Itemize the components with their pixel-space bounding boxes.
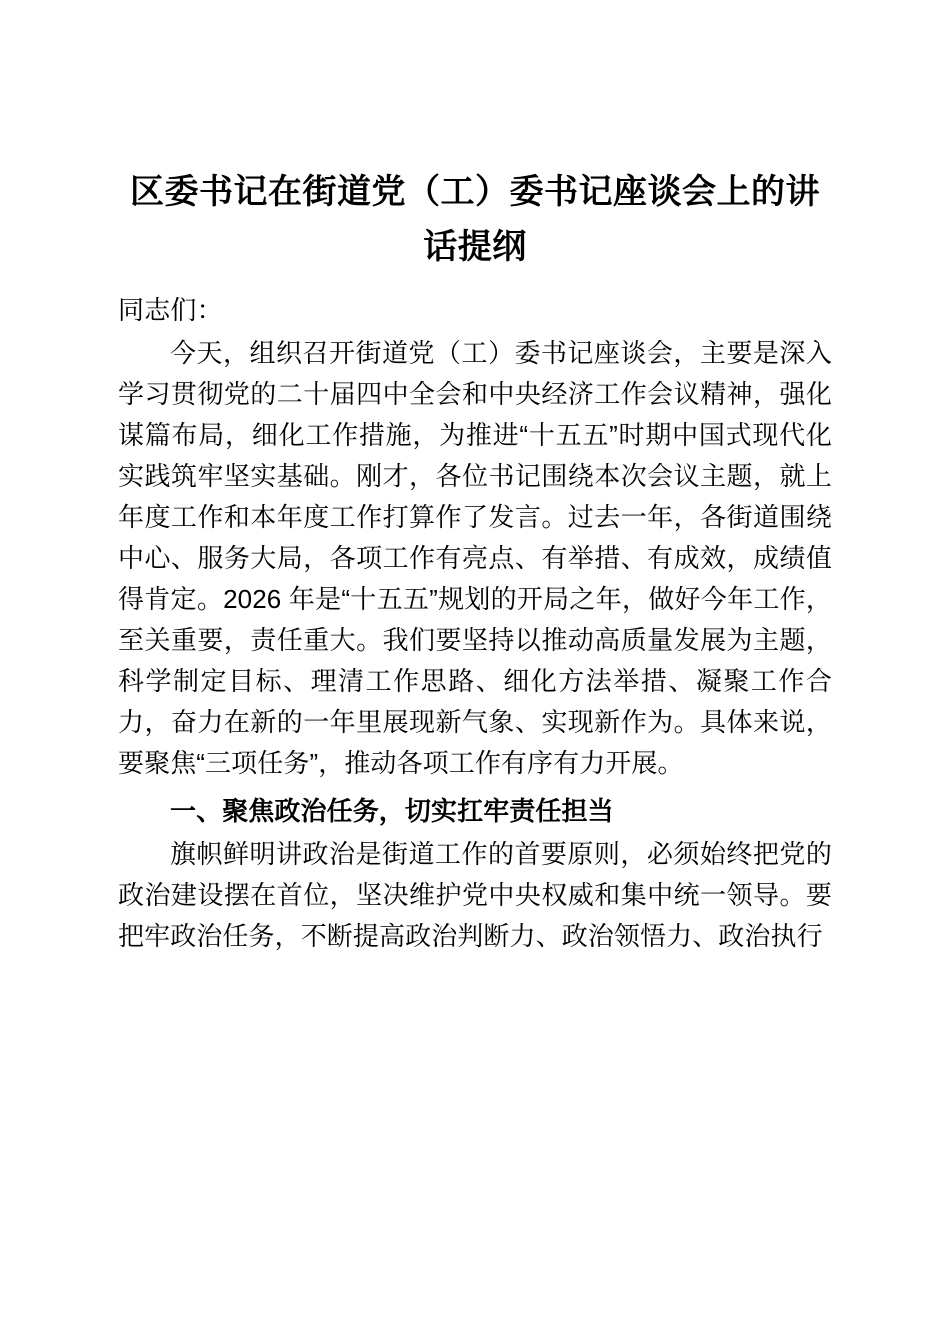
- section-heading-one: 一、聚焦政治任务，切实扛牢责任担当: [170, 795, 614, 826]
- paragraph-section-one: 旗帜鲜明讲政治是街道工作的首要原则，必须始终把党的政治建设摆在首位，坚决维护党中央权威和集中统一领导。要把牢政治任务，不断提高政治判断力、政治领悟力、政治执行: [118, 838, 832, 951]
- page-title: 区委书记在街道党（工）委书记座谈会上的讲话提纲: [130, 173, 820, 267]
- salutation: 同志们：: [118, 295, 223, 326]
- paragraph-intro: 今天，组织召开街道党（工）委书记座谈会，主要是深入学习贯彻党的二十届四中全会和中央经济工作会议精神，强化谋篇布局，细化工作措施，为推进“十五五”时期中国式现代化实践筑牢坚实基础。刚才，各位书记围绕本次会议主题，就上年度工作和本年度工作打算作了发言。过去一年，各街道围绕中心、服务大局，各项工作有亮点、有举措、有成效，成绩值得肯定。2026 年是“十五五”规划的开局之年，做好今年工作，至关重要，责任重大。我们要坚持以推动高质量发展为主题，科学制定目标、理清工作思路、细化方法举措、凝聚工作合力，奋力在新的一年里展现新气象、实现新作为。具体来说，要聚焦“三项任务”，推动各项工作有序有力开展。: [118, 337, 832, 779]
